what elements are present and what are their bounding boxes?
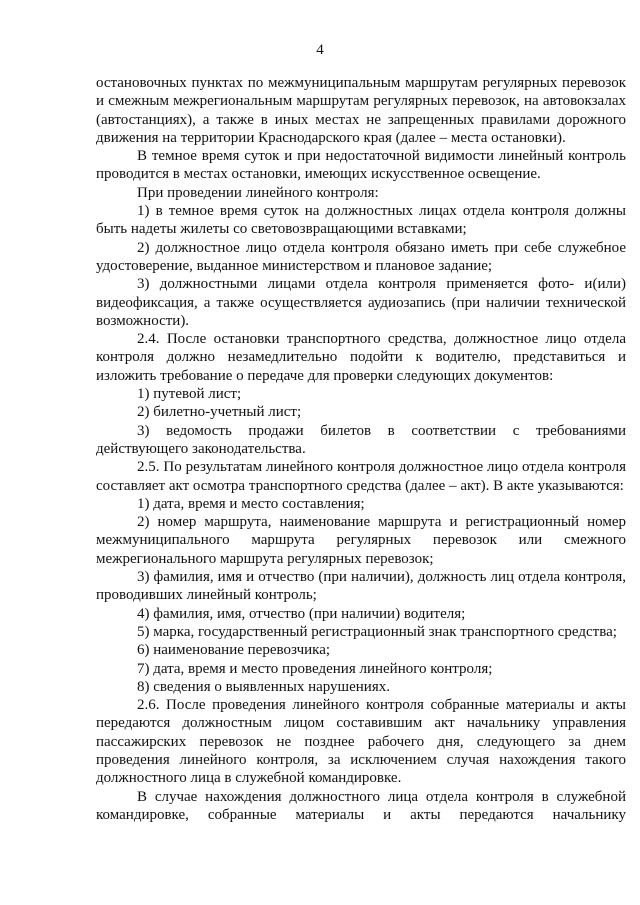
page-number: 4 xyxy=(316,42,324,58)
paragraph: 1) путевой лист; xyxy=(137,386,242,403)
paragraph: При проведении линейного контроля: xyxy=(137,184,379,201)
paragraph: 3) ведомость продажи билетов в соответствии с требованиями действующего законодательства. xyxy=(96,422,626,457)
paragraph: 2) номер маршрута, наименование маршрута и регистрационный номер межмуниципального маршрута регулярных перевозок или смежного межрегионального маршрута регулярных перевозок; xyxy=(96,514,626,567)
paragraph: остановочных пунктах по межмуниципальным маршрутам регулярных перевозок и смежным межрегиональным маршрутам регулярных перевозок, на автовокзалах (автостанциях), а также в иных местах не запрещенных правилами дорожного движения на территории Краснодарского края (далее – места остановки). xyxy=(96,75,626,146)
paragraph: 3) должностными лицами отдела контроля применяется фото- и(или) видеофиксация, а также осуществляется аудиозапись (при наличии технической возможности). xyxy=(96,276,626,329)
paragraph: 8) сведения о выявленных нарушениях. xyxy=(137,678,390,695)
paragraph: 2) билетно-учетный лист; xyxy=(137,404,302,421)
paragraph: 1) дата, время и место составления; xyxy=(137,495,365,512)
paragraph: В темное время суток и при недостаточной видимости линейный контроль проводится в местах остановки, имеющих искусственное освещение. xyxy=(96,148,626,183)
paragraph: 5) марка, государственный регистрационный знак транспортного средства; xyxy=(137,623,617,640)
paragraph: 3) фамилия, имя и отчество (при наличии), должность лиц отдела контроля, проводивших линейный контроль; xyxy=(96,569,626,604)
paragraph: В случае нахождения должностного лица отдела контроля в служебной командировке, собранные материалы и акты передаются начальнику xyxy=(96,788,626,823)
paragraph: 2.5. По результатам линейного контроля должностное лицо отдела контроля составляет акт осмотра транспортного средства (далее – акт). В акте указываются: xyxy=(96,459,626,494)
paragraph: 7) дата, время и место проведения линейного контроля; xyxy=(137,660,493,677)
paragraph: 2) должностное лицо отдела контроля обязано иметь при себе служебное удостоверение, выданное министерством и плановое задание; xyxy=(96,239,626,274)
paragraph: 1) в темное время суток на должностных лицах отдела контроля должны быть надеты жилеты со световозвращающими вставками; xyxy=(96,203,626,238)
paragraph: 2.6. После проведения линейного контроля собранные материалы и акты передаются должностным лицом составившим акт начальнику управления пассажирских перевозок не позднее рабочего дня, следующего за днем проведения линейного контроля, за исключением случая нахождения такого должностного лица в служебной командировке. xyxy=(96,697,626,787)
document-body xyxy=(96,74,626,824)
paragraph: 2.4. После остановки транспортного средства, должностное лицо отдела контроля должно незамедлительно подойти к водителю, представиться и изложить требование о передаче для проверки следующих документов: xyxy=(96,331,626,384)
paragraph: 4) фамилия, имя, отчество (при наличии) водителя; xyxy=(137,605,466,622)
paragraph: 6) наименование перевозчика; xyxy=(137,642,331,659)
